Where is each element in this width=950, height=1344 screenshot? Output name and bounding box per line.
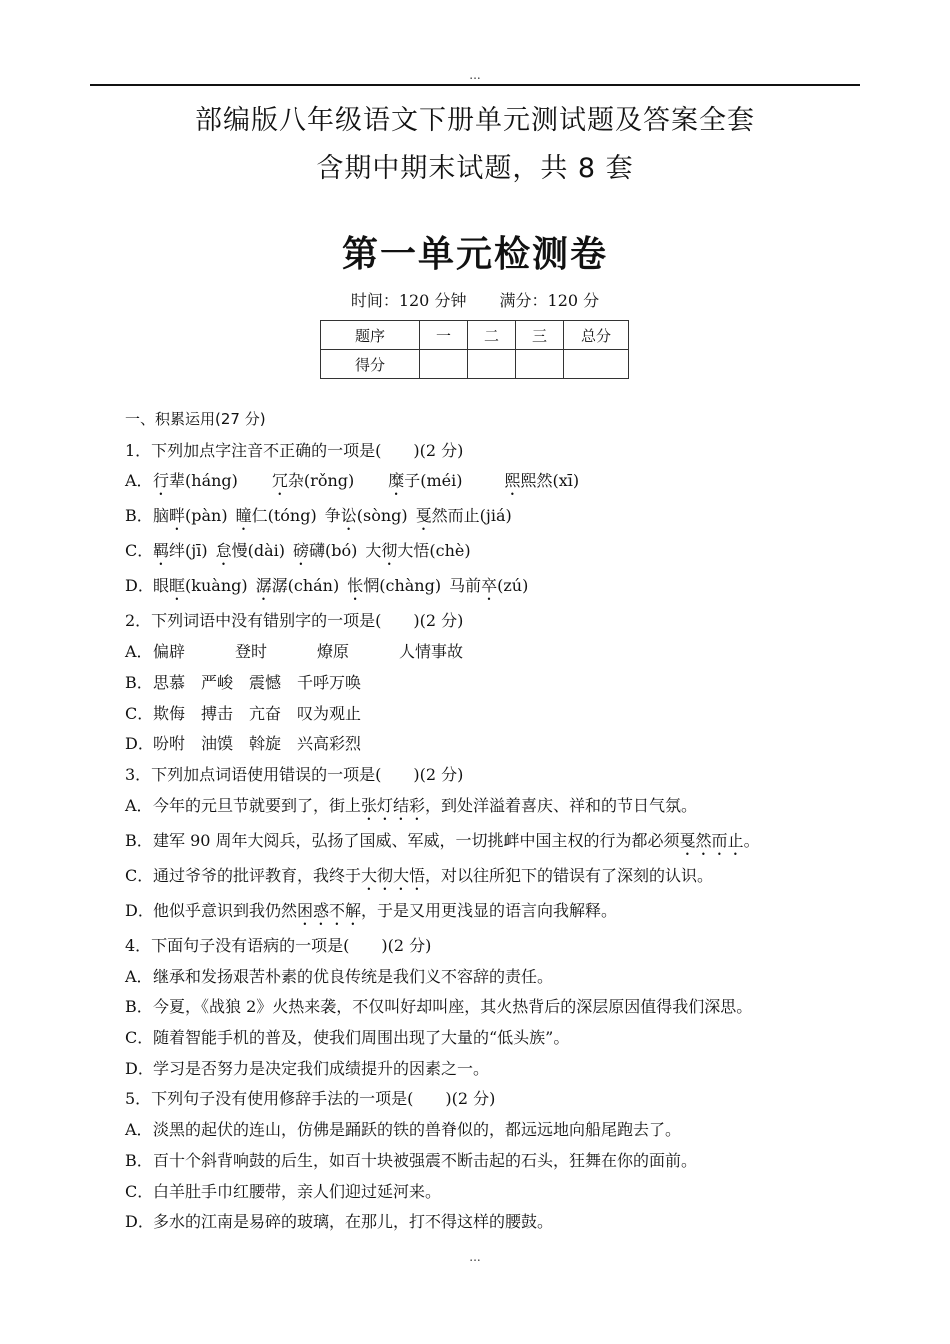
emphasized-text: 糜 <box>388 471 405 490</box>
question-option[interactable] <box>125 1027 569 1049</box>
score-table-score-row <box>321 350 629 379</box>
option-text: 随着智能手机的普及，使我们周围出现了大量的“低头族”。 <box>153 1028 570 1047</box>
option-label: B． <box>125 673 153 692</box>
option-text: 百十个斜背响鼓的后生，如百十块被强震不断击起的石头，狂舞在你的面前。 <box>153 1151 698 1170</box>
option-label: A． <box>125 642 153 661</box>
option-text: 吩咐 <box>153 734 186 753</box>
exam-time: 时间：120 分钟 <box>350 291 467 310</box>
document-title-line1: 部编版八年级语文下册单元测试题及答案全套 <box>195 105 755 136</box>
option-text: 。 <box>743 831 760 850</box>
question-option[interactable] <box>125 733 361 755</box>
unit-title: 第一单元检测卷 <box>341 234 608 275</box>
emphasized-text: 彻 <box>381 541 398 560</box>
option-text: 大悟(chè) <box>397 541 471 560</box>
option-label: D． <box>125 1212 154 1231</box>
footer-dots: ... <box>469 1250 481 1264</box>
question-stem: 1．下列加点字注音不正确的一项是( )(2 分) <box>125 441 464 460</box>
option-text: ，对以往所犯下的错误有了深刻的认识。 <box>425 866 714 885</box>
option-text: 白羊肚手巾红腰带，亲人们迎过延河来。 <box>153 1182 442 1201</box>
option-label: C． <box>125 1182 154 1201</box>
option-text: 大 <box>365 541 382 560</box>
emphasized-text: 卒 <box>481 576 498 595</box>
option-text: (kuàng) <box>185 576 248 595</box>
question-option[interactable] <box>125 900 617 929</box>
question-option[interactable] <box>125 575 528 604</box>
option-text: 震憾 <box>249 673 282 692</box>
question-option[interactable] <box>125 1181 441 1203</box>
option-text: 仁(tóng) <box>251 506 317 525</box>
question-option[interactable] <box>125 1058 489 1080</box>
option-text: 淡黑的起伏的连山，仿佛是踊跃的铁的兽脊似的，都远远地向船尾跑去了。 <box>153 1120 682 1139</box>
emphasized-text: 眶 <box>169 576 186 595</box>
option-label: C． <box>125 541 154 560</box>
option-text: ，到处洋溢着喜庆、祥和的节日气氛。 <box>425 796 698 815</box>
option-text: 今夏，《战狼 2》火热来袭，不仅叫好却叫座，其火热背后的深层原因值得我们深思。 <box>153 997 753 1016</box>
question-option[interactable] <box>125 1211 553 1233</box>
option-text: 绊(jī) <box>169 541 208 560</box>
option-text: 今年的元旦节就要到了，街上 <box>153 796 362 815</box>
option-text: 然而止(jiá) <box>431 506 512 525</box>
option-text: 眼 <box>153 576 170 595</box>
option-label: B． <box>125 831 153 850</box>
option-text: 通过爷爷的批评教育，我终于 <box>153 866 362 885</box>
question-option[interactable] <box>125 672 361 694</box>
question-stem: 5．下列句子没有使用修辞手法的一项是( )(2 分) <box>125 1089 496 1108</box>
score-cell-1[interactable] <box>420 350 468 379</box>
option-text: 搏击 <box>201 704 234 723</box>
score-table-header-cell: 总分 <box>564 321 629 350</box>
emphasized-text: 行 <box>153 471 170 490</box>
emphasized-text: 冗 <box>271 471 288 490</box>
emphasized-text: 讼 <box>340 506 357 525</box>
question-option[interactable] <box>125 540 471 569</box>
score-table-header-cell: 三 <box>516 321 564 350</box>
option-text: 学习是否努力是决定我们成绩提升的因素之一。 <box>153 1059 490 1078</box>
option-label: B． <box>125 1151 153 1170</box>
option-text: 燎原 <box>317 642 350 661</box>
option-label: A． <box>125 967 153 986</box>
option-text: 人情事故 <box>399 642 464 661</box>
option-text: 千呼万唤 <box>297 673 362 692</box>
option-text: (sòng) <box>356 506 408 525</box>
exam-full-score: 满分：120 分 <box>499 291 600 310</box>
emphasized-text: 大彻大悟 <box>361 866 426 885</box>
question-option[interactable] <box>125 641 463 663</box>
option-text: 偏辟 <box>153 642 186 661</box>
score-table-header-row <box>321 321 629 350</box>
option-text: 登时 <box>235 642 268 661</box>
option-text: 慢(dài) <box>231 541 285 560</box>
question-option[interactable] <box>125 1119 681 1141</box>
emphasized-text: 怅 <box>347 576 364 595</box>
emphasized-text: 困惑不解 <box>297 901 362 920</box>
option-text: 多水的江南是易碎的玻璃，在那儿，打不得这样的腰鼓。 <box>153 1212 554 1231</box>
emphasized-text: 熙 <box>504 471 521 490</box>
emphasized-text: 瞳 <box>235 506 252 525</box>
question-stem: 2．下列词语中没有错别字的一项是( )(2 分) <box>125 611 464 630</box>
emphasized-text: 畔 <box>169 506 186 525</box>
option-label: D． <box>125 1059 154 1078</box>
option-text: (pàn) <box>185 506 228 525</box>
option-text: 思慕 <box>153 673 186 692</box>
score-table-header-cell: 二 <box>468 321 516 350</box>
header-dots: ... <box>469 68 481 82</box>
option-text: 欺侮 <box>153 704 186 723</box>
option-text: ，于是又用更浅显的语言向我解释。 <box>361 901 618 920</box>
option-text: 熙然(xī) <box>520 471 580 490</box>
option-text: 争 <box>324 506 341 525</box>
option-label: D． <box>125 901 154 920</box>
header-rule <box>90 84 860 86</box>
question-option[interactable] <box>125 865 713 894</box>
question-stem: 4．下面句子没有语病的一项是( )(2 分) <box>125 936 432 955</box>
score-cell-2[interactable] <box>468 350 516 379</box>
option-text: (zú) <box>497 576 529 595</box>
option-text: 斡旋 <box>249 734 282 753</box>
option-text: 潺(chán) <box>271 576 340 595</box>
option-text: 继承和发扬艰苦朴素的优良传统是我们义不容辞的责任。 <box>153 967 554 986</box>
option-label: D． <box>125 734 154 753</box>
option-text: 脑 <box>153 506 170 525</box>
question-option[interactable] <box>125 470 579 499</box>
option-text: 马前 <box>449 576 482 595</box>
option-text: 子(méi) <box>404 471 463 490</box>
option-text: 辈(háng) <box>169 471 238 490</box>
option-label: B． <box>125 997 153 1016</box>
option-text: 油馍 <box>201 734 234 753</box>
option-label: D． <box>125 576 154 595</box>
option-text: 他似乎意识到我仍然 <box>153 901 298 920</box>
question-option[interactable] <box>125 795 697 824</box>
option-label: A． <box>125 796 153 815</box>
option-text: 杂(rǒng) <box>287 471 355 490</box>
option-text: 叹为观止 <box>297 704 362 723</box>
question-option[interactable] <box>125 703 361 725</box>
option-text: 严峻 <box>201 673 234 692</box>
option-label: C． <box>125 1028 154 1047</box>
score-table <box>320 320 629 379</box>
option-text: 惘(chàng) <box>363 576 442 595</box>
question-option[interactable] <box>125 1150 697 1172</box>
question-stem: 3．下列加点词语使用错误的一项是( )(2 分) <box>125 765 464 784</box>
question-option[interactable] <box>125 996 752 1018</box>
option-text: 礴(bó) <box>309 541 358 560</box>
emphasized-text: 怠 <box>215 541 232 560</box>
question-option[interactable] <box>125 505 512 534</box>
option-label: A． <box>125 1120 153 1139</box>
score-table-header-cell: 题序 <box>321 321 420 350</box>
option-label: B． <box>125 506 153 525</box>
emphasized-text: 戛 <box>415 506 432 525</box>
document-title-line2: 含期中期末试题，共 8 套 <box>316 153 634 184</box>
emphasized-text: 张灯结彩 <box>361 796 426 815</box>
question-option[interactable] <box>125 966 553 988</box>
score-cell-total[interactable] <box>564 350 629 379</box>
option-text: 亢奋 <box>249 704 282 723</box>
exam-meta <box>0 288 950 311</box>
score-table-header-cell: 一 <box>420 321 468 350</box>
emphasized-text: 磅 <box>293 541 310 560</box>
option-label: C． <box>125 866 154 885</box>
score-table-row-label: 得分 <box>321 350 420 379</box>
option-label: A． <box>125 471 153 490</box>
question-option[interactable] <box>125 830 760 859</box>
option-label: C． <box>125 704 154 723</box>
emphasized-text: 潺 <box>255 576 272 595</box>
option-text: 建军 90 周年大阅兵，弘扬了国威、军威，一切挑衅中国主权的行为都必须 <box>153 831 680 850</box>
score-cell-3[interactable] <box>516 350 564 379</box>
option-text: 兴高彩烈 <box>297 734 362 753</box>
section-title: 一、积累运用(27 分) <box>125 410 266 428</box>
emphasized-text: 羁 <box>153 541 170 560</box>
emphasized-text: 戛然而止 <box>679 831 744 850</box>
